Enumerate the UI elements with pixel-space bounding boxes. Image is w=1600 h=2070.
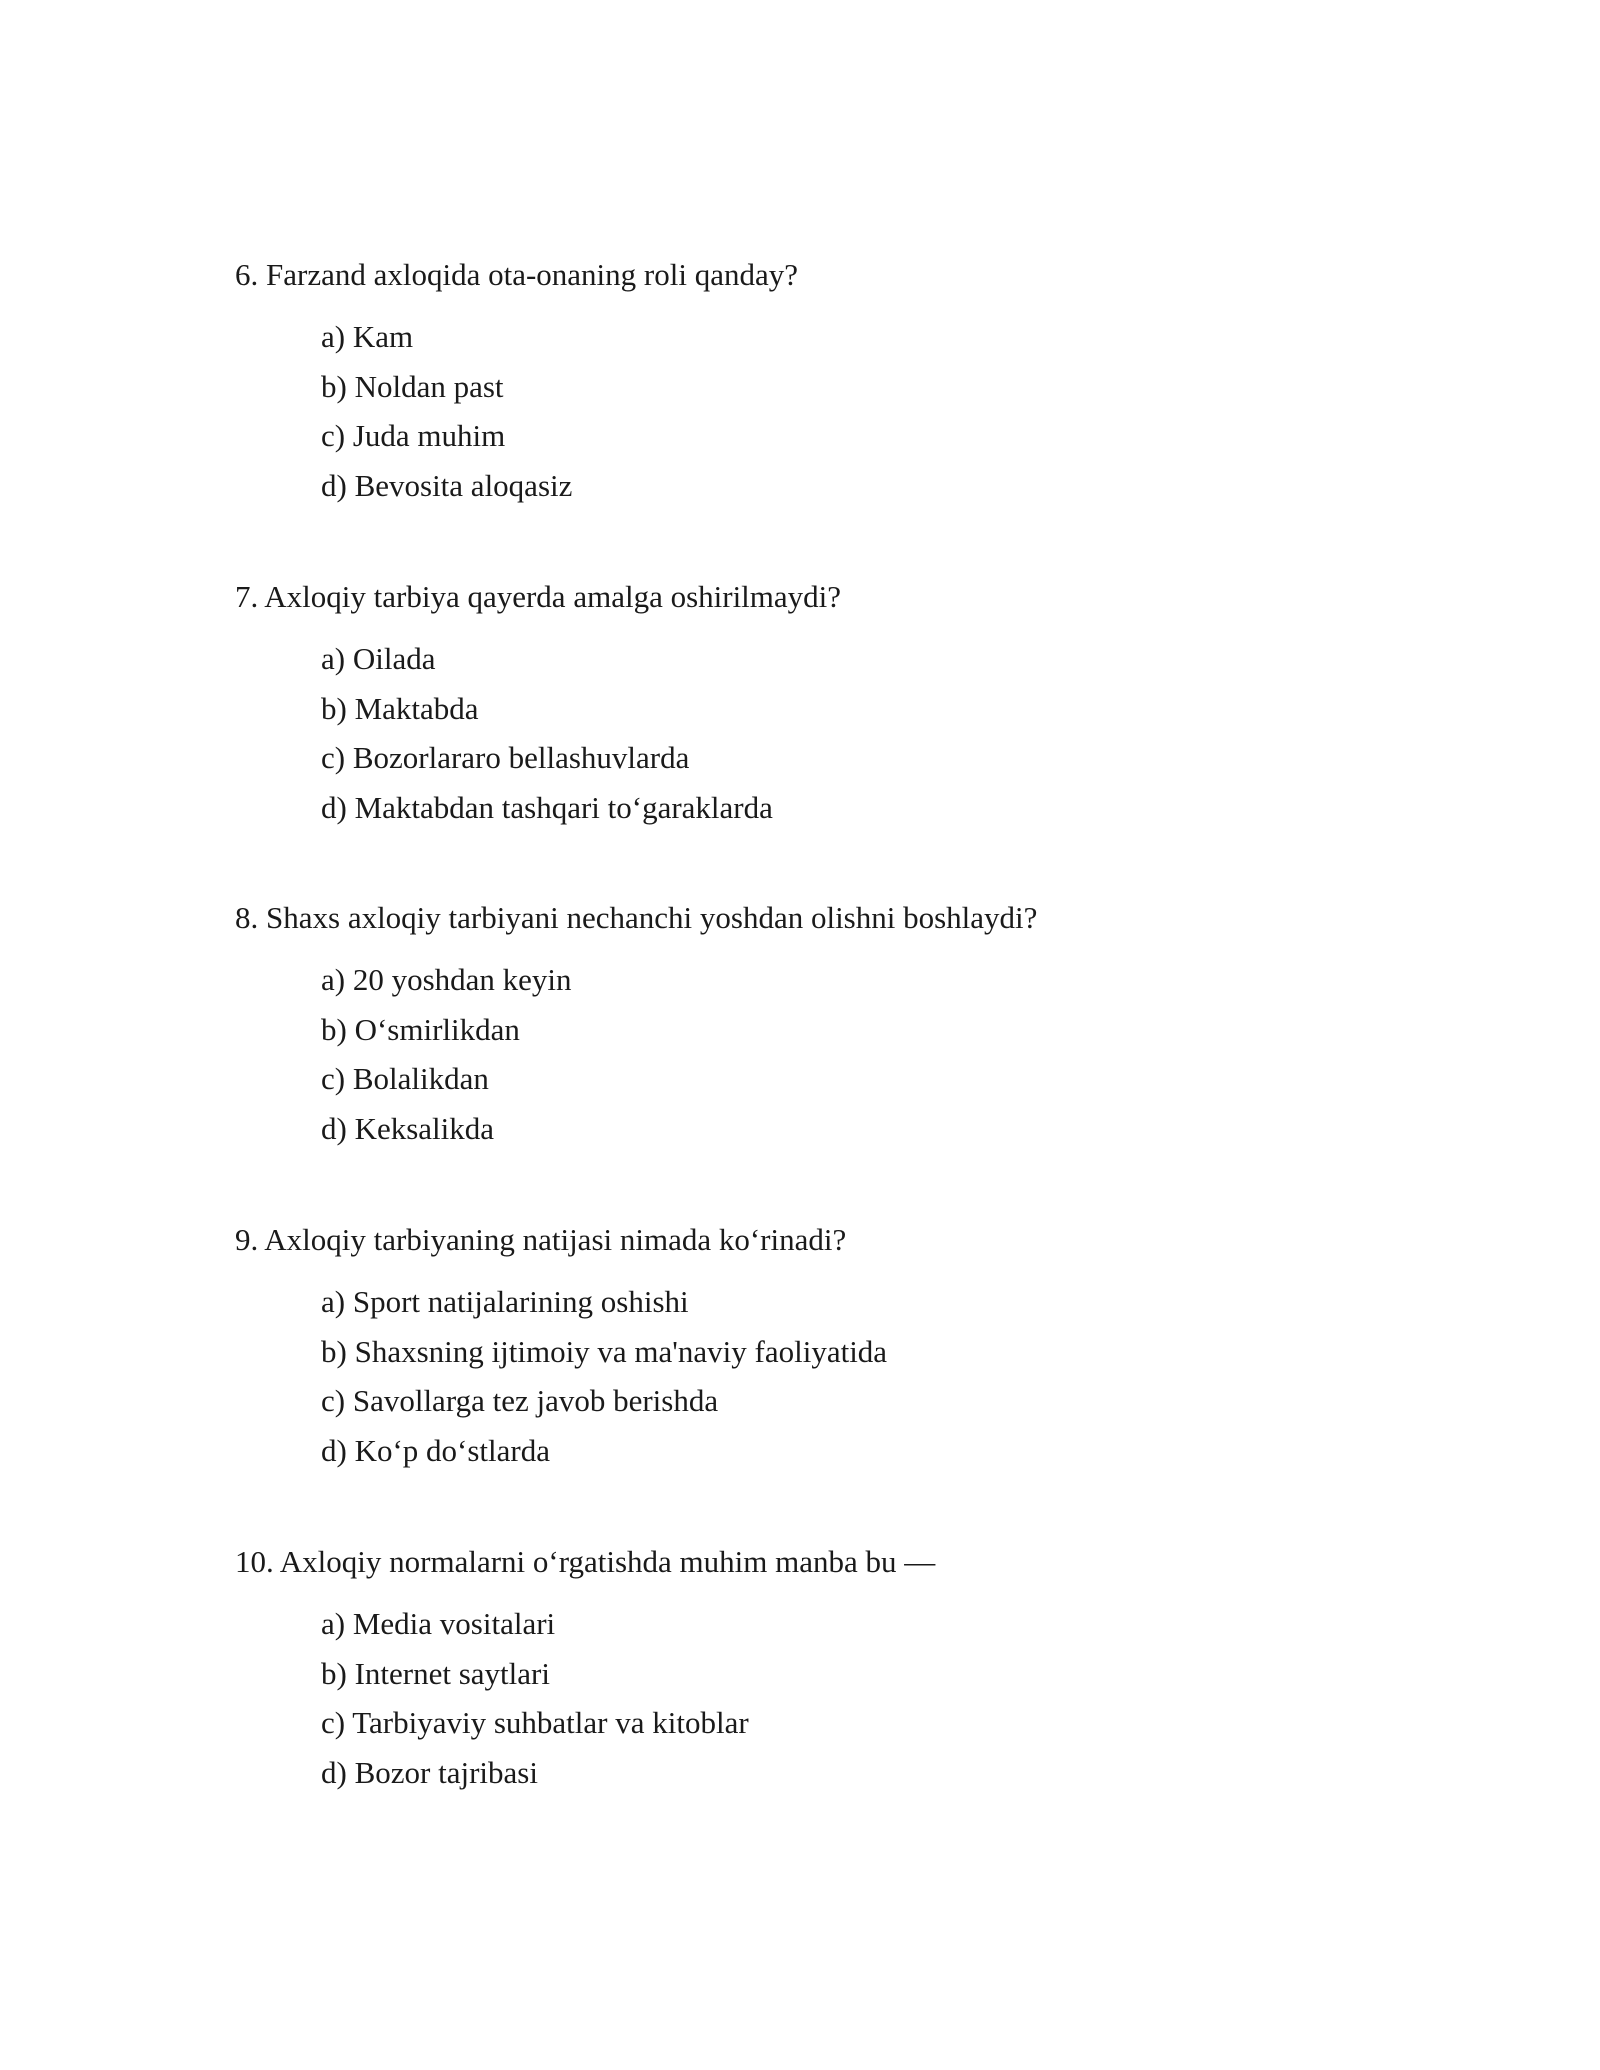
question-10	[235, 1543, 1435, 1797]
option-c: c) Savollarga tez javob berishda	[321, 1383, 719, 1418]
question-9	[235, 1221, 1435, 1475]
option-c: c) Bolalikdan	[321, 1061, 489, 1096]
option-a: a) Oilada	[321, 641, 436, 676]
option-d: d) Bozor tajribasi	[321, 1754, 538, 1790]
question-text: 8. Shaxs axloqiy tarbiyani nechanchi yoshdan olishni boshlaydi?	[235, 900, 1038, 935]
question-text: 7. Axloqiy tarbiya qayerda amalga oshirilmaydi?	[235, 579, 842, 614]
option-b: b) O‘smirlikdan	[321, 1011, 520, 1047]
option-list	[321, 955, 1435, 1153]
question-6	[235, 256, 1435, 510]
option-b: b) Internet saytlari	[321, 1655, 550, 1691]
option-a: a) Kam	[321, 319, 414, 354]
option-d: d) Maktabdan tashqari to‘garaklarda	[321, 789, 773, 825]
question-text: 10. Axloqiy normalarni o‘rgatishda muhim manba bu —	[235, 1544, 936, 1579]
option-d: d) Keksalikda	[321, 1110, 495, 1146]
option-b: b) Maktabda	[321, 690, 479, 726]
option-c: c) Bozorlararo bellashuvlarda	[321, 740, 690, 775]
option-d: d) Bevosita aloqasiz	[321, 467, 573, 503]
question-text: 6. Farzand axloqida ota-onaning roli qanday?	[235, 257, 798, 292]
question-text: 9. Axloqiy tarbiyaning natijasi nimada ko‘rinadi?	[235, 1222, 847, 1257]
option-d: d) Ko‘p do‘stlarda	[321, 1432, 550, 1468]
option-list	[321, 634, 1435, 832]
option-b: b) Shaxsning ijtimoiy va ma'naviy faoliyatida	[321, 1333, 888, 1369]
question-7	[235, 578, 1435, 832]
option-a: a) Media vositalari	[321, 1606, 556, 1641]
option-c: c) Tarbiyaviy suhbatlar va kitoblar	[321, 1705, 749, 1740]
question-8	[235, 899, 1435, 1153]
option-a: a) 20 yoshdan keyin	[321, 962, 572, 997]
option-list	[321, 1277, 1435, 1475]
option-list	[321, 312, 1435, 510]
option-a: a) Sport natijalarining oshishi	[321, 1284, 689, 1319]
option-c: c) Juda muhim	[321, 418, 506, 453]
option-list	[321, 1599, 1435, 1797]
option-b: b) Noldan past	[321, 368, 504, 404]
